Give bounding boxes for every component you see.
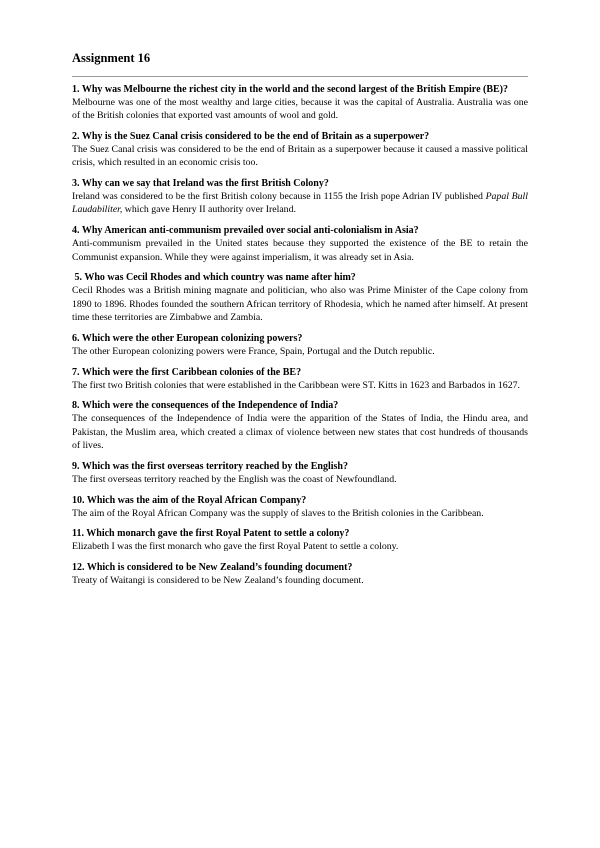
question-9: 9. Which was the first overseas territory reached by the English?: [72, 460, 348, 472]
qa-item-2: [72, 130, 528, 170]
question-8: 8. Which were the consequences of the Independence of India?: [72, 400, 339, 412]
answer-7: The first two British colonies that were established in the Caribbean were ST. Kitts in 1623 and Barbados in 1627.: [72, 379, 520, 391]
answer-10: The aim of the Royal African Company was the supply of slaves to the British colonies in the Caribbean.: [72, 507, 484, 519]
qa-item-6: [72, 332, 528, 358]
question-12: 12. Which is considered to be New Zealand’s founding document?: [72, 562, 353, 574]
answer-5: Cecil Rhodes was a British mining magnate and politician, who also was Prime Minister of the Cape colony from 1890 to 1896. Rhodes founded the southern African territory of Rhodesia, which he named after himself. At present time these territories are Zimbabwe and Zambia.: [72, 285, 528, 323]
document-page: [72, 50, 528, 595]
qa-item-4: [72, 224, 528, 264]
qa-item-10: [72, 494, 528, 520]
question-3: 3. Why can we say that Ireland was the first British Colony?: [72, 178, 329, 190]
question-2: 2. Why is the Suez Canal crisis considered to be the end of Britain as a superpower?: [72, 131, 430, 143]
qa-item-7: [72, 366, 528, 392]
question-11: 11. Which monarch gave the first Royal Patent to settle a colony?: [72, 528, 350, 540]
answer-9: The first overseas territory reached by the English was the coast of Newfoundland.: [72, 473, 397, 485]
answer-3-italic-title: Papal Bull Laudabiliter,: [72, 191, 528, 216]
qa-item-8: [72, 399, 528, 452]
answer-2: The Suez Canal crisis was considered to be the end of Britain as a superpower because it caused a massive political crisis, which resulted in an economic crisis too.: [72, 144, 528, 169]
qa-item-3: [72, 177, 528, 217]
question-6: 6. Which were the other European colonizing powers?: [72, 332, 303, 344]
answer-6: The other European colonizing powers were France, Spain, Portugal and the Dutch republic.: [72, 345, 435, 357]
answer-8: The consequences of the Independence of India were the apparition of the States of India, the Hindu area, and Pakistan, the Muslim area, which created a climax of violence between new states that cost hundreds of thousands of lives.: [72, 413, 528, 451]
qa-item-12: [72, 561, 528, 587]
title-divider: [72, 76, 528, 77]
answer-3-text-end: which gave Henry II authority over Ireland.: [122, 204, 296, 216]
qa-item-9: [72, 460, 528, 486]
answer-1: Melbourne was one of the most wealthy and large cities, because it was the capital of Australia. Australia was one of the British colonies that exported vast amounts of wool and gold.: [72, 97, 528, 122]
answer-3: [72, 190, 528, 217]
answer-11: Elizabeth I was the first monarch who gave the first Royal Patent to settle a colony.: [72, 541, 399, 553]
qa-item-1: [72, 83, 528, 123]
answer-12: Treaty of Waitangi is considered to be New Zealand’s founding document.: [72, 575, 364, 587]
question-10: 10. Which was the aim of the Royal African Company?: [72, 494, 307, 506]
answer-4: Anti-communism prevailed in the United states because they supported the existence of the BE to retain the Communist expansion. While they were against imperialism, it was already set in Asia.: [72, 238, 528, 263]
answer-3-text-start: Ireland was considered to be the first British colony because in 1155 the Irish pope Adrian IV published: [72, 191, 486, 203]
question-5: 5. Who was Cecil Rhodes and which country was name after him?: [72, 272, 356, 284]
page-title: Assignment 16: [72, 51, 151, 65]
question-4: 4. Why American anti-communism prevailed over social anti-colonialism in Asia?: [72, 225, 419, 237]
question-7: 7. Which were the first Caribbean colonies of the BE?: [72, 366, 302, 378]
qa-item-5: [72, 271, 528, 324]
qa-item-11: [72, 527, 528, 553]
question-1: 1. Why was Melbourne the richest city in the world and the second largest of the British Empire (BE)?: [72, 84, 509, 95]
